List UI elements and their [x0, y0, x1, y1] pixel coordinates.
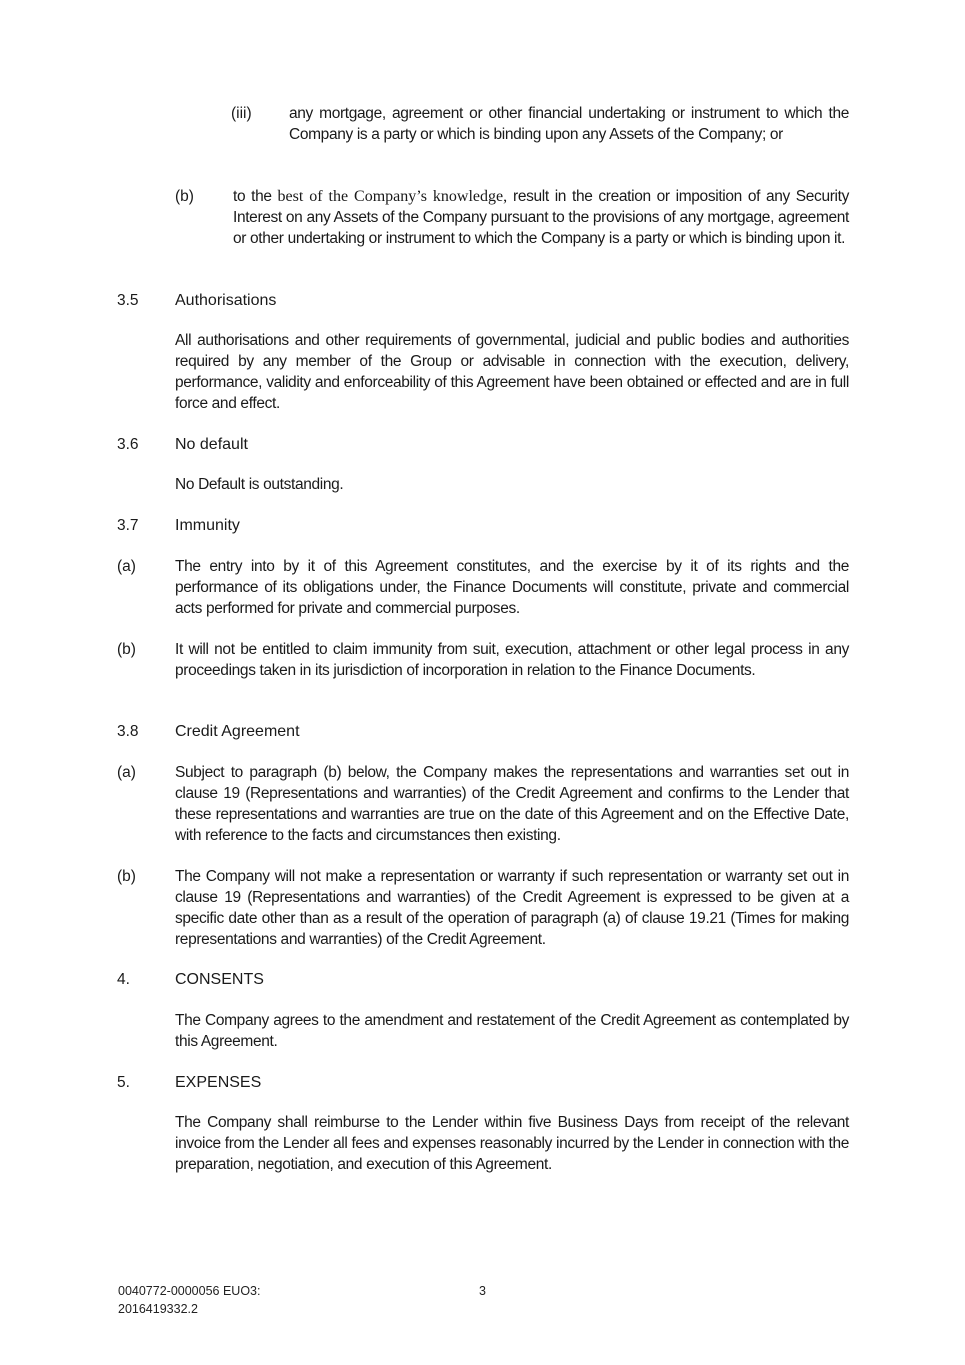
section-3-5-number: 3.5 [117, 292, 139, 309]
section-3-8-number: 3.8 [117, 723, 139, 740]
section-3-7-b-text: It will not be entitled to claim immunity from suit, execution, attachment or other legal process in any proceedings taken in its jurisdiction of incorporation in relation to the Finance Documents. [175, 641, 849, 679]
section-3-5-heading: Authorisations [175, 292, 277, 309]
item-iii-text: any mortgage, agreement or other financial undertaking or instrument to which the Company is a party or which is binding upon any Assets of the Company; or [289, 105, 849, 143]
section-3-5-body: All authorisations and other requirements of governmental, judicial and public bodies and authorities required by any member of the Group or advisable in connection with the execution, delivery, performance, validity and enforceability of this Agreement have been obtained or effected and are in full force and effect. [175, 332, 849, 412]
item-b-rest: result in the creation or imposition of any Security Interest on any Assets of the Company pursuant to the provisions of any mortgage, agreement or other undertaking or instrument to which the Company is a party or which is binding upon it. [233, 188, 849, 247]
section-5-number: 5. [117, 1074, 130, 1091]
item-b-number: (b) [175, 188, 194, 205]
section-4-body: The Company agrees to the amendment and restatement of the Credit Agreement as contemplated by this Agreement. [175, 1012, 849, 1050]
footer-ref-line-2: 2016419332.2 [118, 1302, 198, 1316]
footer-document-reference [118, 1282, 260, 1318]
section-3-6-heading: No default [175, 436, 248, 453]
section-3-7-a-number: (a) [117, 558, 136, 575]
page-number: 3 [479, 1284, 486, 1298]
item-b-prefix: to the [233, 188, 278, 205]
section-3-7-number: 3.7 [117, 517, 139, 534]
section-5-body: The Company shall reimburse to the Lender within five Business Days from receipt of the relevant invoice from the Lender all fees and expenses reasonably incurred by the Lender in connection with the preparation, negotiation, and execution of this Agreement. [175, 1114, 849, 1173]
item-b-text [233, 186, 849, 249]
section-3-8-b-text: The Company will not make a representation or warranty if such representation or warranty set out in clause 19 (Representations and warranties) of the Credit Agreement is expressed to be given at a specific date other than as a result of the operation of paragraph (a) of clause 19.21 (Times for making representations and warranties) of the Credit Agreement. [175, 868, 849, 948]
section-4-heading: CONSENTS [175, 971, 264, 988]
section-5-heading: EXPENSES [175, 1074, 262, 1091]
section-3-7-a-text: The entry into by it of this Agreement constitutes, and the exercise by it of its rights and the performance of its obligations under, the Finance Documents will constitute, private and commercial acts performed for private and commercial purposes. [175, 558, 849, 617]
section-3-8-heading: Credit Agreement [175, 723, 300, 740]
item-b-serif-phrase: best of the Company’s knowledge, [277, 188, 508, 205]
section-3-8-a-text: Subject to paragraph (b) below, the Company makes the representations and warranties set out in clause 19 (Representations and warranties) of the Credit Agreement and confirms to the Lender that these representations and warranties are true on the date of this Agreement and on the Effective Date, with reference to the facts and circumstances then existing. [175, 764, 849, 844]
section-4-number: 4. [117, 971, 130, 988]
footer-ref-line-1: 0040772-0000056 EUO3: [118, 1284, 261, 1298]
section-3-6-body: No Default is outstanding. [175, 476, 344, 493]
section-3-8-b-number: (b) [117, 868, 136, 885]
item-iii-number: (iii) [231, 105, 252, 122]
section-3-7-b-number: (b) [117, 641, 136, 658]
section-3-6-number: 3.6 [117, 436, 139, 453]
section-3-7-heading: Immunity [175, 517, 240, 534]
section-3-8-a-number: (a) [117, 764, 136, 781]
